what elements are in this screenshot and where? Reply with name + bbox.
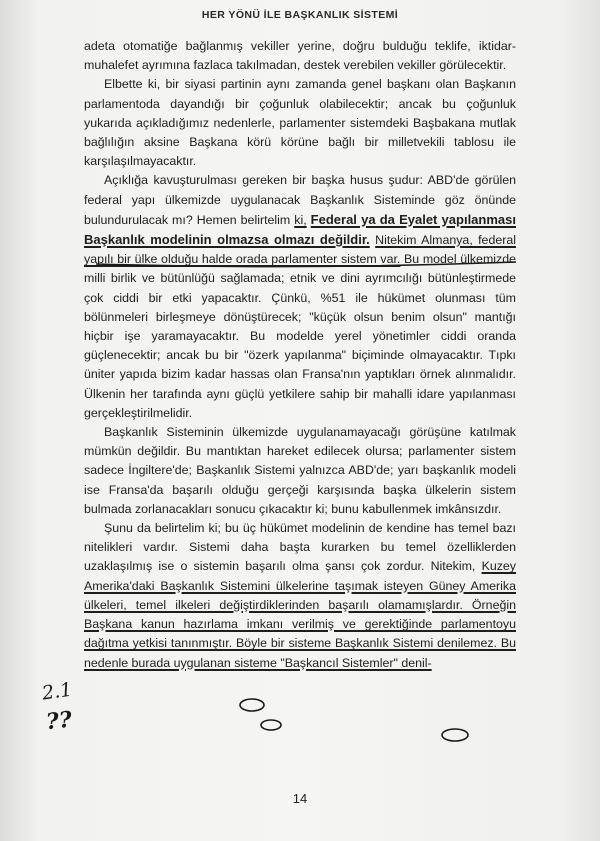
margin-handwritten-note <box>40 676 82 736</box>
text-segment: Açıklığa kavuşturulması gereken bir başka husus şudur: ABD'de görülen federal yapı ülkemizde uygulanacak Başkanlık Sisteminde göz önünde bulundurulacak mı? Hemen belirtelim <box>84 173 516 227</box>
paragraph <box>84 37 516 75</box>
page-number: 14 <box>292 791 308 806</box>
underlined-text: Nitekim Almanya, federal yapılı bir ülke olduğu halde orada parlamenter sistem var. <box>84 233 516 267</box>
underlined-text: ki, <box>294 212 307 227</box>
text-segment: adeta otomatiğe bağlanmış vekiller yerine, doğru bulduğu teklife, iktidar-muhalefet ayrımına fazlaca takılmadan, destek verebilen vekiller görülecektir. <box>84 39 516 73</box>
margin-note-line2: ?? <box>44 706 74 736</box>
underlined-text: Federal ya da Eyalet yapılanması Başkanlık modelinin olmazsa olmazı değildir. <box>84 211 516 248</box>
pen-circle-mark <box>442 729 468 741</box>
margin-note-line1: 2.1 <box>40 678 74 705</box>
body-text <box>84 37 516 673</box>
paragraph <box>84 519 516 673</box>
paragraph <box>84 75 516 171</box>
running-header: HER YÖNÜ İLE BAŞKANLIK SİSTEMİ <box>201 9 399 21</box>
paragraph <box>84 171 516 423</box>
pen-circle-mark <box>240 699 264 711</box>
underlined-text: Kuzey Amerika'daki Başkanlık Sistemini ülkelerine taşımak isteyen Güney Amerika ülkeleri, temel ilkeleri değiştirdiklerinden başarılı olamamışlardır. Örneğin Başkana kanun hazırlama imkanı verilmiş ve gerektiğinde parlamentoyu dağıtma yetkisi tanınmıştır. Böyle bir sisteme Başkanlık Sistemi denilemez. Bu nedenle burada uygulanan sisteme "Başkancıl Sistemler" denil- <box>84 559 516 670</box>
pen-circle-mark <box>261 720 281 730</box>
paragraph <box>84 423 516 519</box>
text-segment: Başkanlık Sisteminin ülkemizde uygulanamayacağı görüşüne katılmak mümkün değildir. Bu mantıktan hareket edilecek olursa; parlamenter sistem sadece İngiltere'de; Başkanlık Sistemi yalnızca ABD'de; yarı başkanlık modeli ise Fransa'da başarılı olduğu gerçeği karşısında başka ülkelerin sistem bulmada zorlanacakları sonucu çıkacaktır ki; bunu kabullenmek imkânsızdır. <box>84 425 516 516</box>
text-segment: Elbette ki, bir siyasi partinin aynı zamanda genel başkanı olan Başkanın parlamentoda dayandığı bir çoğunluk olabilecektir; ancak bu çoğunluk yukarıda açıkladığımız nedenlerle, parlamenter sistemdeki Başbakana mutlak bağlılığın aksine Başkana körü körüne bağlı bir milletvekili tablosu ile karşılaşılmayacaktır. <box>84 77 516 169</box>
text-segment: Şunu da belirtelim ki; bu üç hükümet modelinin de kendine has temel bazı nitelikleri vardır. Sistemi daha başta kurarken bu temel özelliklerden uzaklaşılmış ise o sistemin başarılı olma şansı çok zordur. Nitekim, <box>84 521 516 574</box>
text-segment: Bu model ülkemizde milli birlik ve bütünlüğü sağlamada; etnik ve dini ayrımcılığı bütünleştirmede çok ciddi bir etki yapacaktır. Çünkü, %51 ile hükümet olunması tüm bölünmeleri birleşmeye dönüştürecek; "küçük olsun benim olsun" mantığı hiçbir işe yaramayacaktır. Bu modelde yerel yönetimler ciddi oranda güçlenecektir; ancak bu bir "özerk yapılanma" biçiminde olmayacaktır. Tıpkı üniter yapıda bizim kadar hassas olan Fransa'nın yaptıkları örnek alınmalıdır. Ülkenin her tarafında aynı güçlü yetkilere sahip bir mahalli idare yapılanması gerçekleştirilmelidir. <box>84 252 516 420</box>
